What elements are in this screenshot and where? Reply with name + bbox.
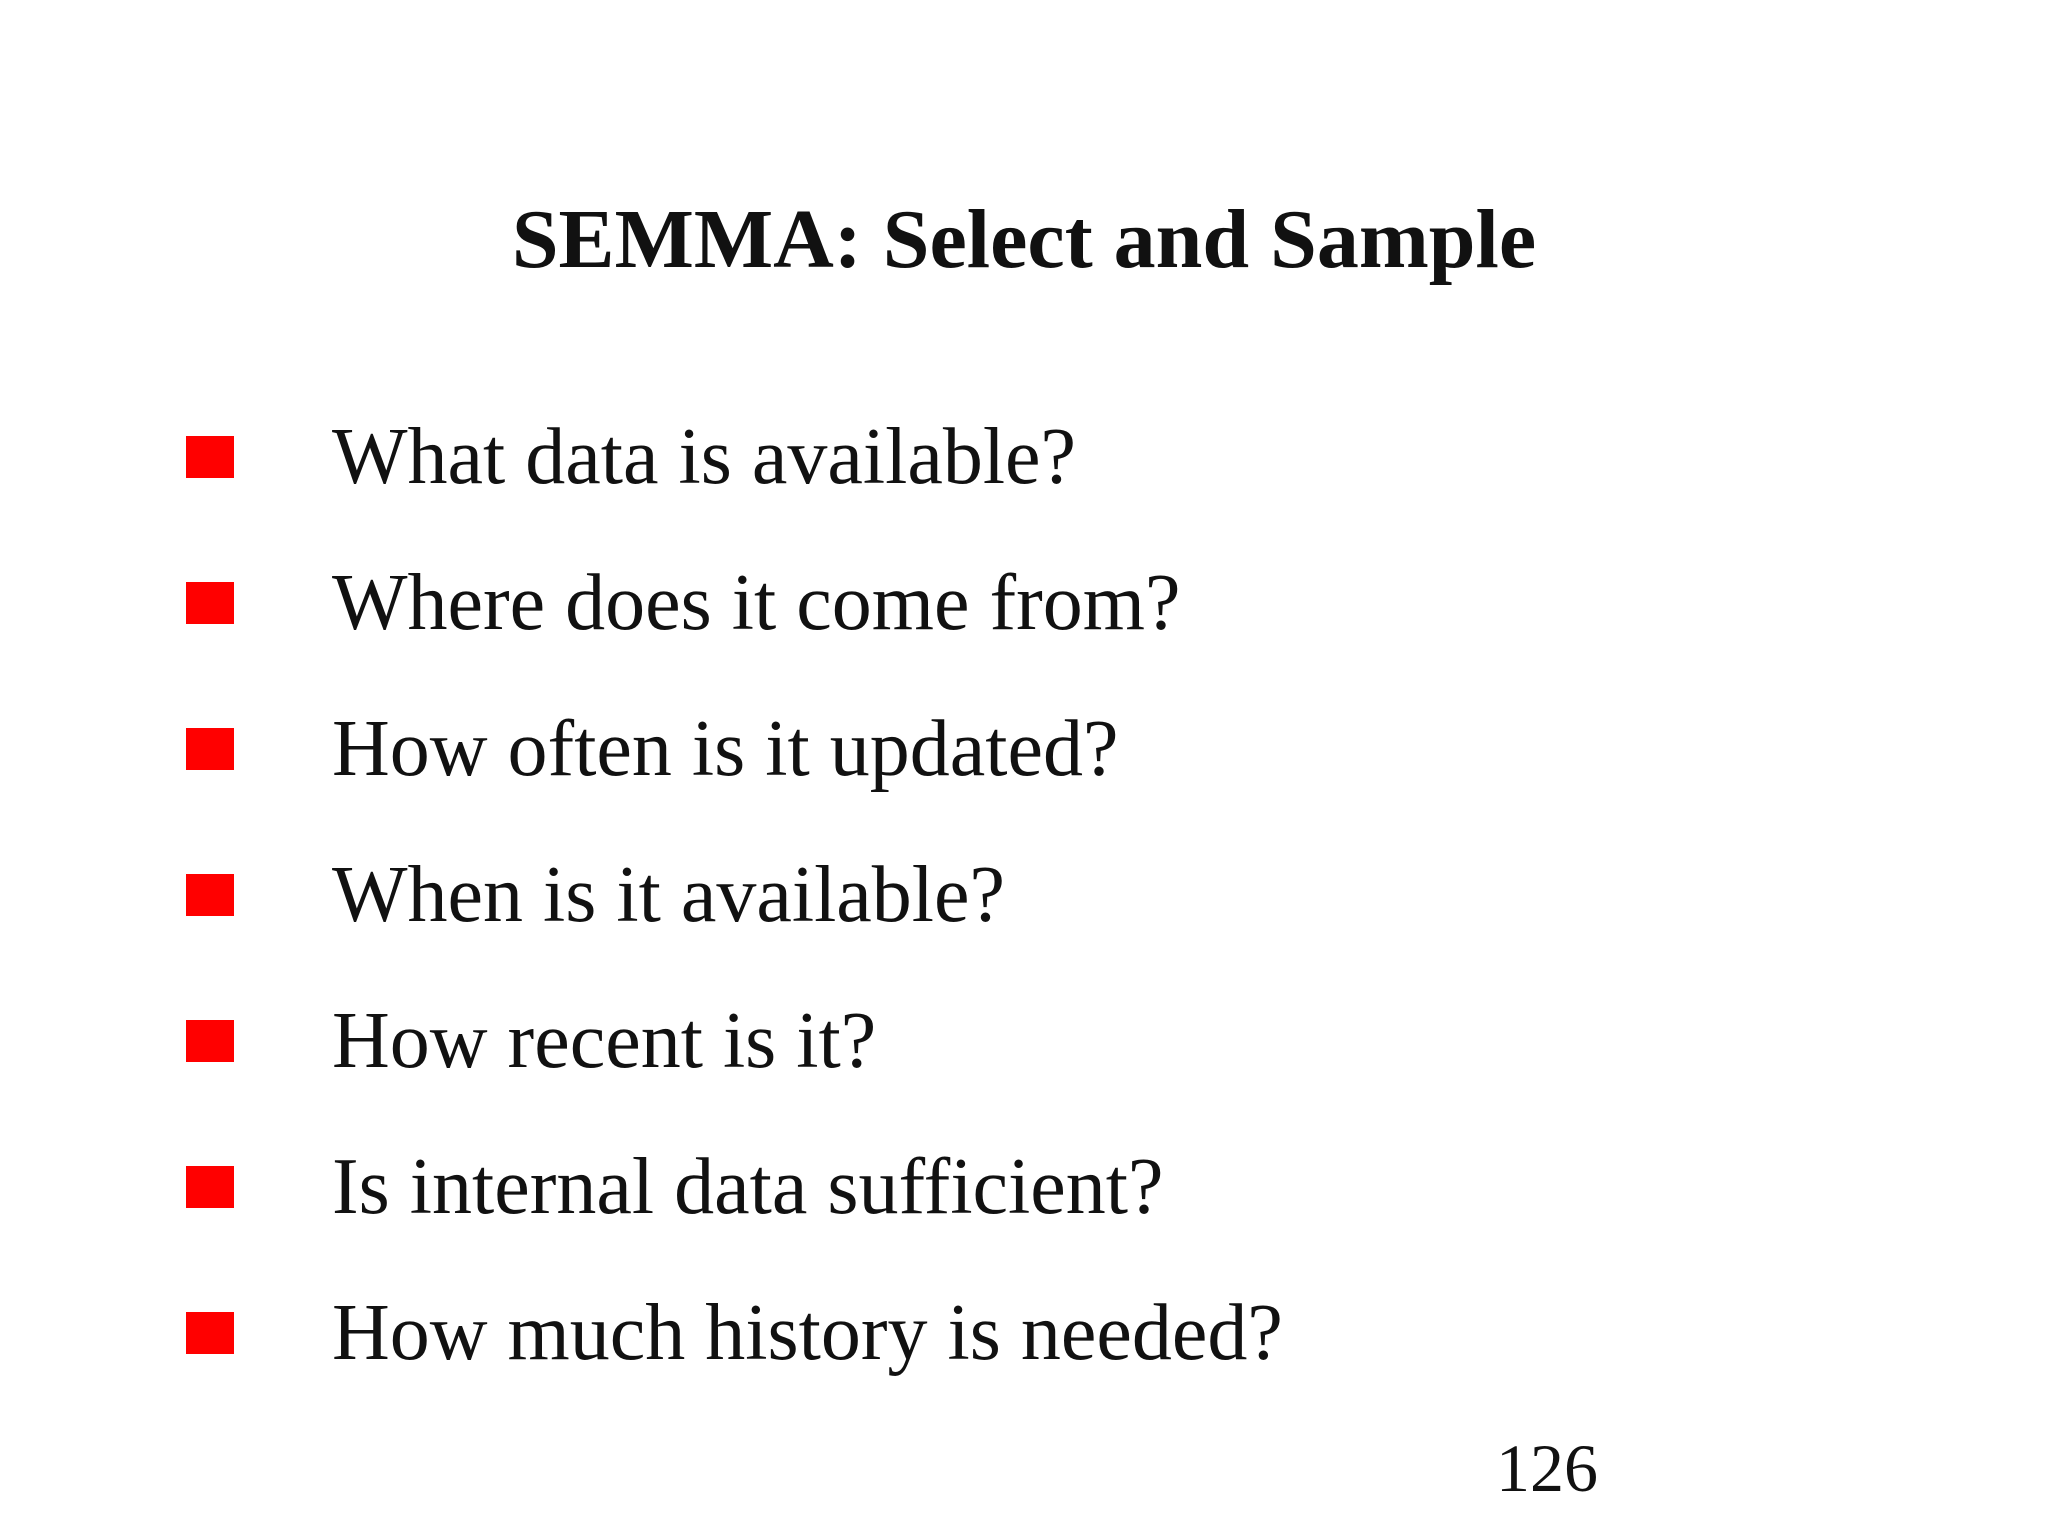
square-bullet-icon [186,582,234,624]
bullet-item [186,968,1283,1114]
bullet-item [186,676,1283,822]
bullet-item [186,530,1283,676]
square-bullet-icon [186,1166,234,1208]
bullet-text: How much history is needed? [332,1289,1283,1377]
bullet-item [186,1260,1283,1406]
page-number: 126 [1496,1430,1598,1506]
bullet-item [186,1114,1283,1260]
square-bullet-icon [186,1312,234,1354]
square-bullet-icon [186,874,234,916]
bullet-text: Is internal data sufficient? [332,1143,1164,1231]
bullet-text: How often is it updated? [332,705,1119,793]
square-bullet-icon [186,728,234,770]
bullet-text: What data is available? [332,413,1077,501]
bullet-text: Where does it come from? [332,559,1181,647]
bullet-list [186,384,1283,1406]
square-bullet-icon [186,1020,234,1062]
bullet-item [186,384,1283,530]
bullet-item [186,822,1283,968]
square-bullet-icon [186,436,234,478]
bullet-text: When is it available? [332,851,1006,939]
slide-title: SEMMA: Select and Sample [511,193,1537,286]
bullet-text: How recent is it? [332,997,877,1085]
